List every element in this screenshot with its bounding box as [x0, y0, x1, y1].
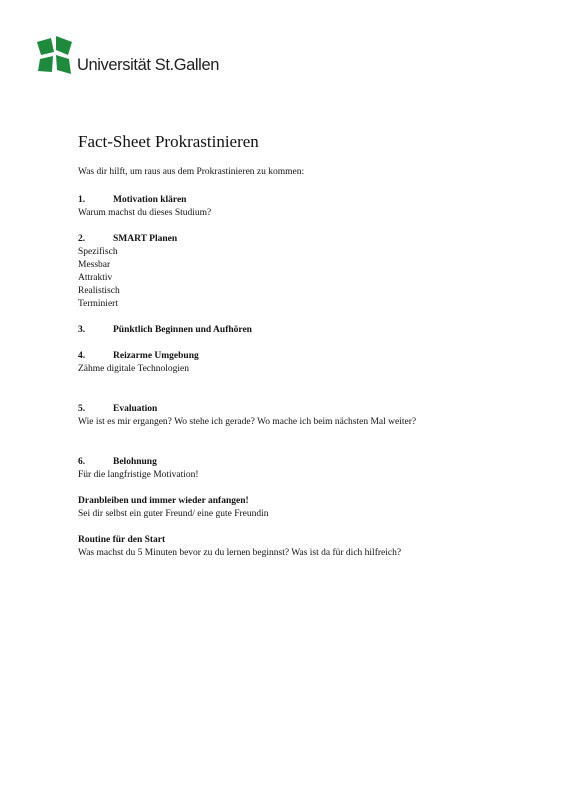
section-line: Warum machst du dieses Studium?: [78, 208, 212, 218]
section-motivation: [78, 194, 518, 220]
section-number: 1.: [78, 195, 86, 205]
section-heading: [78, 233, 518, 246]
section-keep-going: [78, 495, 518, 521]
smart-item: Messbar: [78, 260, 111, 270]
extra-line: Was machst du 5 Minuten bevor zu du lernen beginnst? Was ist da für dich hilfreich?: [78, 548, 402, 558]
smart-item: Realistisch: [78, 286, 120, 296]
section-smart: [78, 233, 518, 311]
section-heading: [78, 456, 518, 469]
section-heading: [78, 350, 518, 363]
university-name: Universität St.Gallen: [77, 55, 219, 74]
extra-heading: Routine für den Start: [78, 535, 166, 545]
hsg-leaf-logo-icon: [37, 36, 73, 76]
university-logo: [37, 36, 219, 76]
section-evaluation: [78, 403, 518, 429]
section-punctual: [78, 324, 518, 337]
extra-line: Sei dir selbst ein guter Freund/ eine gute Freundin: [78, 509, 269, 519]
smart-item: Terminiert: [78, 299, 118, 309]
section-number: 5.: [78, 404, 86, 414]
section-number: 2.: [78, 234, 86, 244]
section-title: Pünktlich Beginnen und Aufhören: [113, 325, 252, 335]
section-line: Zähme digitale Technologien: [78, 364, 190, 374]
section-number: 6.: [78, 457, 86, 467]
section-title: Evaluation: [113, 404, 158, 414]
section-environment: [78, 350, 518, 376]
smart-item: Attraktiv: [78, 273, 113, 283]
section-number: 3.: [78, 325, 86, 335]
section-title: SMART Planen: [113, 234, 178, 244]
section-reward: [78, 456, 518, 482]
section-line: Für die langfristige Motivation!: [78, 470, 199, 480]
section-title: Reizarme Umgebung: [113, 351, 199, 361]
section-title: Motivation klären: [113, 195, 187, 205]
section-line: Wie ist es mir ergangen? Wo stehe ich gerade? Wo mache ich beim nächsten Mal weiter?: [78, 417, 417, 427]
section-heading: [78, 403, 518, 416]
page-title: Fact-Sheet Prokrastinieren: [78, 132, 259, 151]
section-heading: [78, 324, 518, 337]
section-title: Belohnung: [113, 457, 157, 467]
section-heading: [78, 194, 518, 207]
section-number: 4.: [78, 351, 86, 361]
section-start-routine: [78, 534, 518, 560]
document-body: [78, 132, 518, 560]
smart-item: Spezifisch: [78, 247, 118, 257]
extra-heading: Dranbleiben und immer wieder anfangen!: [78, 496, 249, 506]
intro-text: Was dir hilft, um raus aus dem Prokrastinieren zu kommen:: [78, 167, 305, 177]
